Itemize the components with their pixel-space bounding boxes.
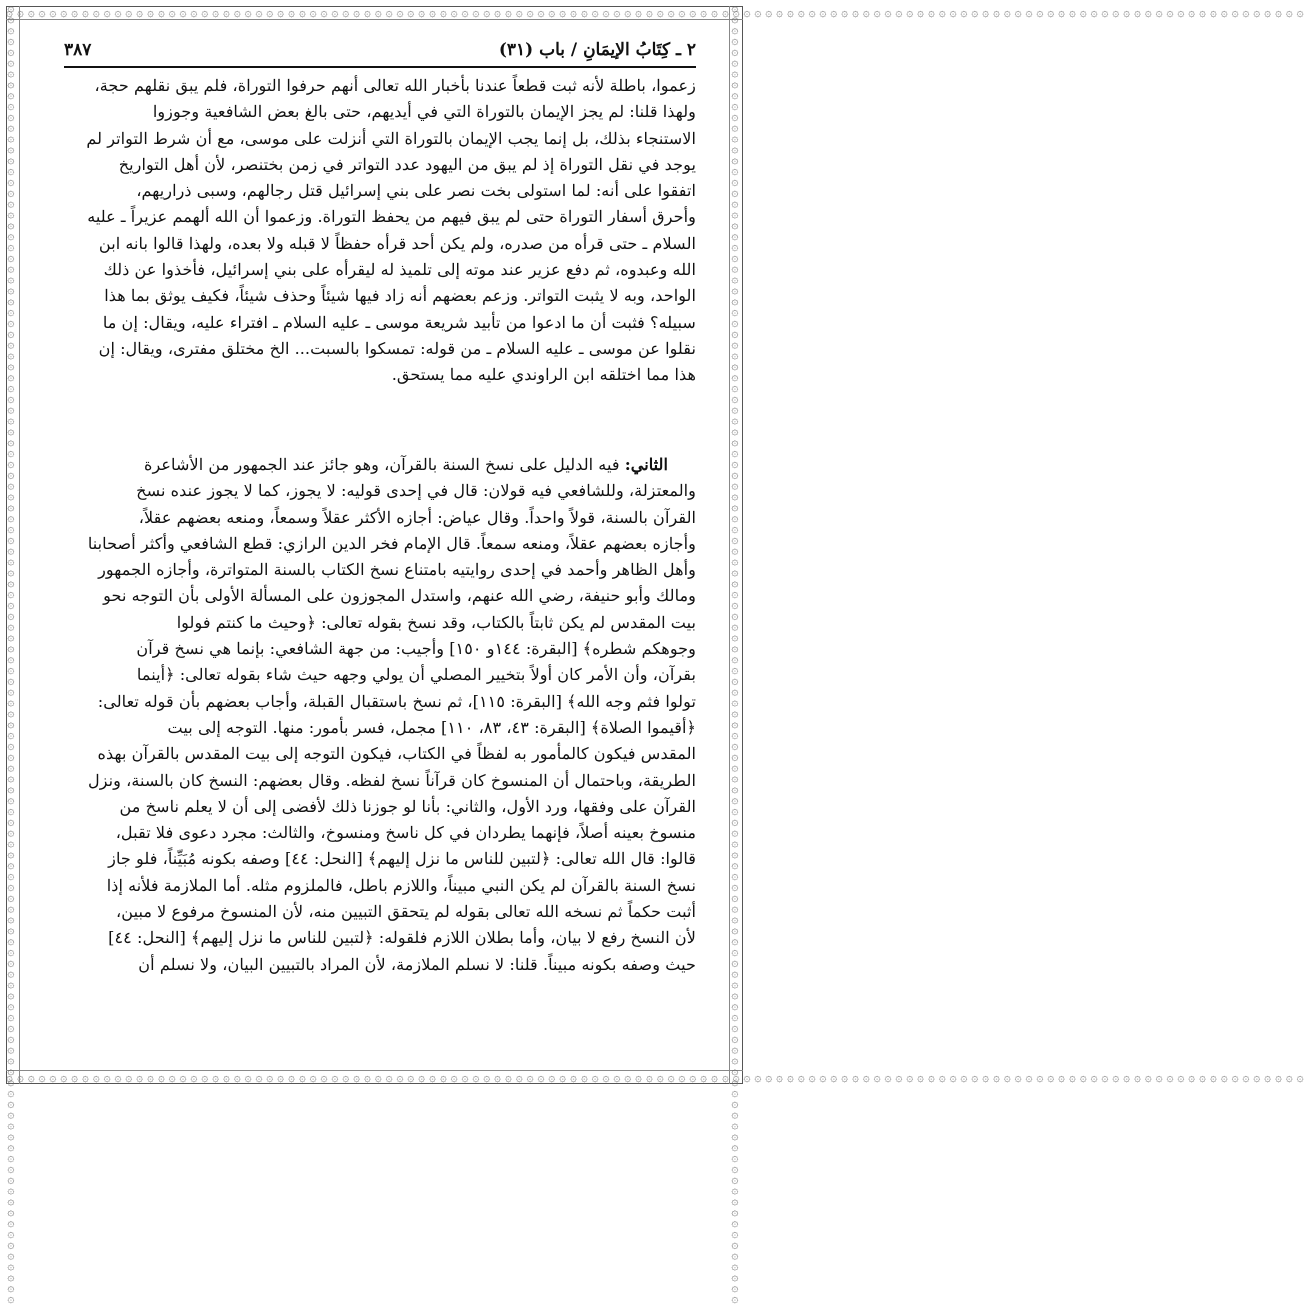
text-line: قالوا: قال الله تعالى: ﴿لتبين للناس ما نزل إليهم﴾ [النحل: ٤٤] وصفه بكونه مُبَيِّناً، فلو جاز	[108, 849, 696, 869]
text-line: بيت المقدس لم يكن ثابتاً بالكتاب، وقد نسخ بقوله تعالى: ﴿وحيث ما كنتم فولوا	[176, 612, 696, 632]
text-line: والمعتزلة، وللشافعي فيه قولان: قال في إحدى قوليه: لا يجوز، كما لا يجوز عنده نسخ	[136, 481, 696, 501]
text-line: ومالك وأبو حنيفة، رضي الله عنهم، واستدل المجوزون على المسألة الأولى بأن التوجه نحو	[103, 586, 696, 606]
paragraph-2	[64, 452, 696, 978]
text-line: منسوخ بعينه أصلاً، فإنهما يطردان في كل ناسخ ومنسوخ، والثالث: مجرد دعوى فلا تقبل،	[115, 823, 696, 843]
text-line: نسخ السنة بالقرآن لم يكن النبي مبيناً، واللازم باطل، فالملزوم مثله. أما الملازمة فلأنه إذا	[106, 875, 696, 895]
text-line-first	[64, 452, 696, 478]
text-line: هذا مما اختلقه ابن الراوندي عليه مما يستحق.	[391, 365, 696, 385]
text-line: لأن النسخ رفع لا بيان، وأما بطلان اللازم فلقوله: ﴿لتبين للناس ما نزل إليهم﴾ [النحل: ٤٤]	[108, 928, 696, 948]
text-line: اتفقوا على أنه: لما استولى بخت نصر على بني إسرائيل قتل رجالهم، وسبى ذراريهم،	[136, 181, 696, 201]
running-title: ٢ ـ كِتَابُ الإيمَانِ / باب (٣١)	[498, 40, 696, 60]
text-line: زعموا، باطلة لأنه ثبت قطعاً عندنا بأخبار الله تعالى أنهم حرفوا التوراة، فلم يبق نقلهم حجة،	[94, 76, 696, 95]
text-line: الاستنجاء بذلك، بل إنما يجب الإيمان بالتوراة التي أنزلت على موسى، مع أن شرط التواتر لم	[86, 128, 696, 148]
text-line: وجوهكم شطره﴾ [البقرة: ١٤٤و ١٥٠] وأجيب: من جهة الشافعي: بإنما هي نسخ قرآن	[136, 639, 696, 659]
text-line: المقدس فيكون كالمأمور به لفظاً في الكتاب، فيكون التوجه إلى بيت المقدس بالقرآن بهذه	[97, 744, 696, 764]
page-number: ٣٨٧	[64, 40, 92, 60]
ornament-border-left: ۞ ۞ ۞ ۞ ۞ ۞ ۞ ۞ ۞ ۞ ۞ ۞ ۞ ۞ ۞ ۞ ۞ ۞ ۞ ۞ ۞ ۞ ۞ ۞ ۞ ۞ ۞ ۞ ۞ ۞ ۞ ۞ ۞ ۞ ۞ ۞ ۞ ۞ ۞ ۞ ۞ ۞ ۞ ۞ ۞ ۞ ۞ ۞ ۞ ۞ ۞ ۞ ۞ ۞ ۞ ۞ ۞ ۞ ۞ ۞ ۞ ۞ ۞ ۞ ۞ ۞ ۞ ۞ ۞ ۞ ۞ ۞ ۞ ۞ ۞ ۞ ۞ ۞ ۞ ۞ ۞ ۞ ۞ ۞ ۞ ۞ ۞ ۞ ۞ ۞ ۞ ۞ ۞ ۞ ۞ ۞ ۞ ۞ ۞ ۞ ۞ ۞ ۞ ۞ ۞ ۞ ۞ ۞ ۞ ۞ ۞ ۞ ۞ ۞ ۞ ۞ ۞ ۞ ۞ ۞	[6, 6, 20, 1304]
text-line: حيث وصفه بكونه مبيناً. قلنا: لا نسلم الملازمة، لأن المراد بالتبيين البيان، ولا نسلم أن	[138, 954, 696, 974]
section-lead: الثاني:	[624, 455, 668, 474]
text-line: القرآن على وفقها، ورد الأول، والثاني: بأنا لو جوزنا ذلك لأفضى إلى أن لا يعلم ناسخ من	[119, 796, 696, 816]
text-line: نقلوا عن موسى ـ عليه السلام ـ من قوله: تمسكوا بالسبت... الخ مختلق مفترى، ويقال: إن	[98, 338, 696, 358]
text-line: أثبت حكماً ثم نسخه الله تعالى بقوله لم يتحقق التبيين منه، لأن المنسوخ مرفوع لا مبين،	[116, 902, 696, 922]
text-line: الطريقة، وباحتمال أن المنسوخ كان قرآناً نسخ لفظه. وقال بعضهم: النسخ كان بالسنة، ونزل	[87, 770, 696, 790]
text-line: وأحرق أسفار التوراة حتى لم يبق فيهم من يحفظ التوراة. وزعموا أن الله ألهمم عزيراً ـ عليه	[87, 207, 696, 227]
ornament-border-top: ۞ ۞ ۞ ۞ ۞ ۞ ۞ ۞ ۞ ۞ ۞ ۞ ۞ ۞ ۞ ۞ ۞ ۞ ۞ ۞ ۞ ۞ ۞ ۞ ۞ ۞ ۞ ۞ ۞ ۞ ۞ ۞ ۞ ۞ ۞ ۞ ۞ ۞ ۞ ۞ ۞ ۞ ۞ ۞ ۞ ۞ ۞ ۞ ۞ ۞ ۞ ۞ ۞ ۞ ۞ ۞ ۞ ۞ ۞ ۞ ۞ ۞ ۞ ۞ ۞ ۞ ۞ ۞ ۞ ۞ ۞ ۞ ۞ ۞ ۞ ۞ ۞ ۞ ۞ ۞ ۞ ۞ ۞ ۞ ۞ ۞ ۞ ۞ ۞ ۞ ۞ ۞ ۞ ۞ ۞ ۞ ۞ ۞ ۞ ۞ ۞ ۞ ۞ ۞ ۞ ۞ ۞ ۞ ۞ ۞ ۞ ۞ ۞ ۞ ۞ ۞ ۞ ۞ ۞ ۞	[6, 5, 1304, 19]
text-line: ﴿أقيموا الصلاة﴾ [البقرة: ٤٣، ٨٣، ١١٠] مجمل، فسر بأمور: منها. التوجه إلى بيت	[167, 717, 696, 737]
running-header	[64, 36, 696, 64]
ornament-border-bottom: ۞ ۞ ۞ ۞ ۞ ۞ ۞ ۞ ۞ ۞ ۞ ۞ ۞ ۞ ۞ ۞ ۞ ۞ ۞ ۞ ۞ ۞ ۞ ۞ ۞ ۞ ۞ ۞ ۞ ۞ ۞ ۞ ۞ ۞ ۞ ۞ ۞ ۞ ۞ ۞ ۞ ۞ ۞ ۞ ۞ ۞ ۞ ۞ ۞ ۞ ۞ ۞ ۞ ۞ ۞ ۞ ۞ ۞ ۞ ۞ ۞ ۞ ۞ ۞ ۞ ۞ ۞ ۞ ۞ ۞ ۞ ۞ ۞ ۞ ۞ ۞ ۞ ۞ ۞ ۞ ۞ ۞ ۞ ۞ ۞ ۞ ۞ ۞ ۞ ۞ ۞ ۞ ۞ ۞ ۞ ۞ ۞ ۞ ۞ ۞ ۞ ۞ ۞ ۞ ۞ ۞ ۞ ۞ ۞ ۞ ۞ ۞ ۞ ۞ ۞ ۞ ۞ ۞ ۞ ۞	[6, 1070, 1304, 1084]
paragraph-1	[64, 73, 696, 389]
text-line: ولهذا قلنا: لم يجز الإيمان بالتوراة التي في أيديهم، حتى بالغ بعض الشافعية وجوزوا	[152, 102, 696, 122]
text-line: السلام ـ حتى قرأه من صدره، ولم يكن أحد قرأه حفظاً لا قبله ولا بعده، ولهذا قالوا بانه ابن	[98, 233, 696, 253]
text-line: يوجد في نقل التوراة إذ لم يبق من اليهود عدد التواتر في زمن بختنصر، لأن أهل التواريخ	[118, 154, 696, 174]
text-line: وأجازه بعضهم عقلاً، ومنعه سمعاً. قال الإمام فخر الدين الرازي: قطع الشافعي وأكثر أصحابنا	[87, 533, 696, 553]
text-line: سبيله؟ فثبت أن ما ادعوا من تأبيد شريعة موسى ـ عليه السلام ـ افتراء عليه، ويقال: إن ما	[102, 312, 696, 332]
text-line: الواحد، وبه لا يثبت التواتر. وزعم بعضهم أنه زاد فيها شيئاً وحذف شيئاً، فكيف يوثق بما هذا	[104, 286, 696, 306]
text-line: وأهل الظاهر وأحمد في إحدى روايتيه بامتناع نسخ الكتاب بالسنة المتواترة، وأجازه الجمهور	[98, 560, 696, 580]
ornament-border-right: ۞ ۞ ۞ ۞ ۞ ۞ ۞ ۞ ۞ ۞ ۞ ۞ ۞ ۞ ۞ ۞ ۞ ۞ ۞ ۞ ۞ ۞ ۞ ۞ ۞ ۞ ۞ ۞ ۞ ۞ ۞ ۞ ۞ ۞ ۞ ۞ ۞ ۞ ۞ ۞ ۞ ۞ ۞ ۞ ۞ ۞ ۞ ۞ ۞ ۞ ۞ ۞ ۞ ۞ ۞ ۞ ۞ ۞ ۞ ۞ ۞ ۞ ۞ ۞ ۞ ۞ ۞ ۞ ۞ ۞ ۞ ۞ ۞ ۞ ۞ ۞ ۞ ۞ ۞ ۞ ۞ ۞ ۞ ۞ ۞ ۞ ۞ ۞ ۞ ۞ ۞ ۞ ۞ ۞ ۞ ۞ ۞ ۞ ۞ ۞ ۞ ۞ ۞ ۞ ۞ ۞ ۞ ۞ ۞ ۞ ۞ ۞ ۞ ۞ ۞ ۞ ۞ ۞ ۞ ۞	[730, 6, 744, 1304]
text-line: القرآن بالسنة، قولاً واحداً. وقال عياض: أجازه الأكثر عقلاً وسمعاً، ومنعه بعضهم عقلاً،	[138, 507, 696, 527]
first-line-rest: فيه الدليل على نسخ السنة بالقرآن، وهو جائز عند الجمهور من الأشاعرة	[143, 455, 625, 474]
text-line: بقرآن، وأن الأمر كان أولاً بتخيير المصلي أن يولي وجهه حيث شاء بقوله تعالى: ﴿أينما	[136, 665, 696, 685]
text-line: تولوا فثم وجه الله﴾ [البقرة: ١١٥]، ثم نسخ باستقبال القبلة، وأجاب بعضهم بأن قوله تعالى:	[97, 691, 696, 711]
text-line: الله وعبدوه، ثم دفع عزير عند موته إلى تلميذ له ليقرأه على بني إسرائيل، فأخذوا عن ذلك	[103, 260, 696, 280]
header-rule	[64, 66, 696, 68]
